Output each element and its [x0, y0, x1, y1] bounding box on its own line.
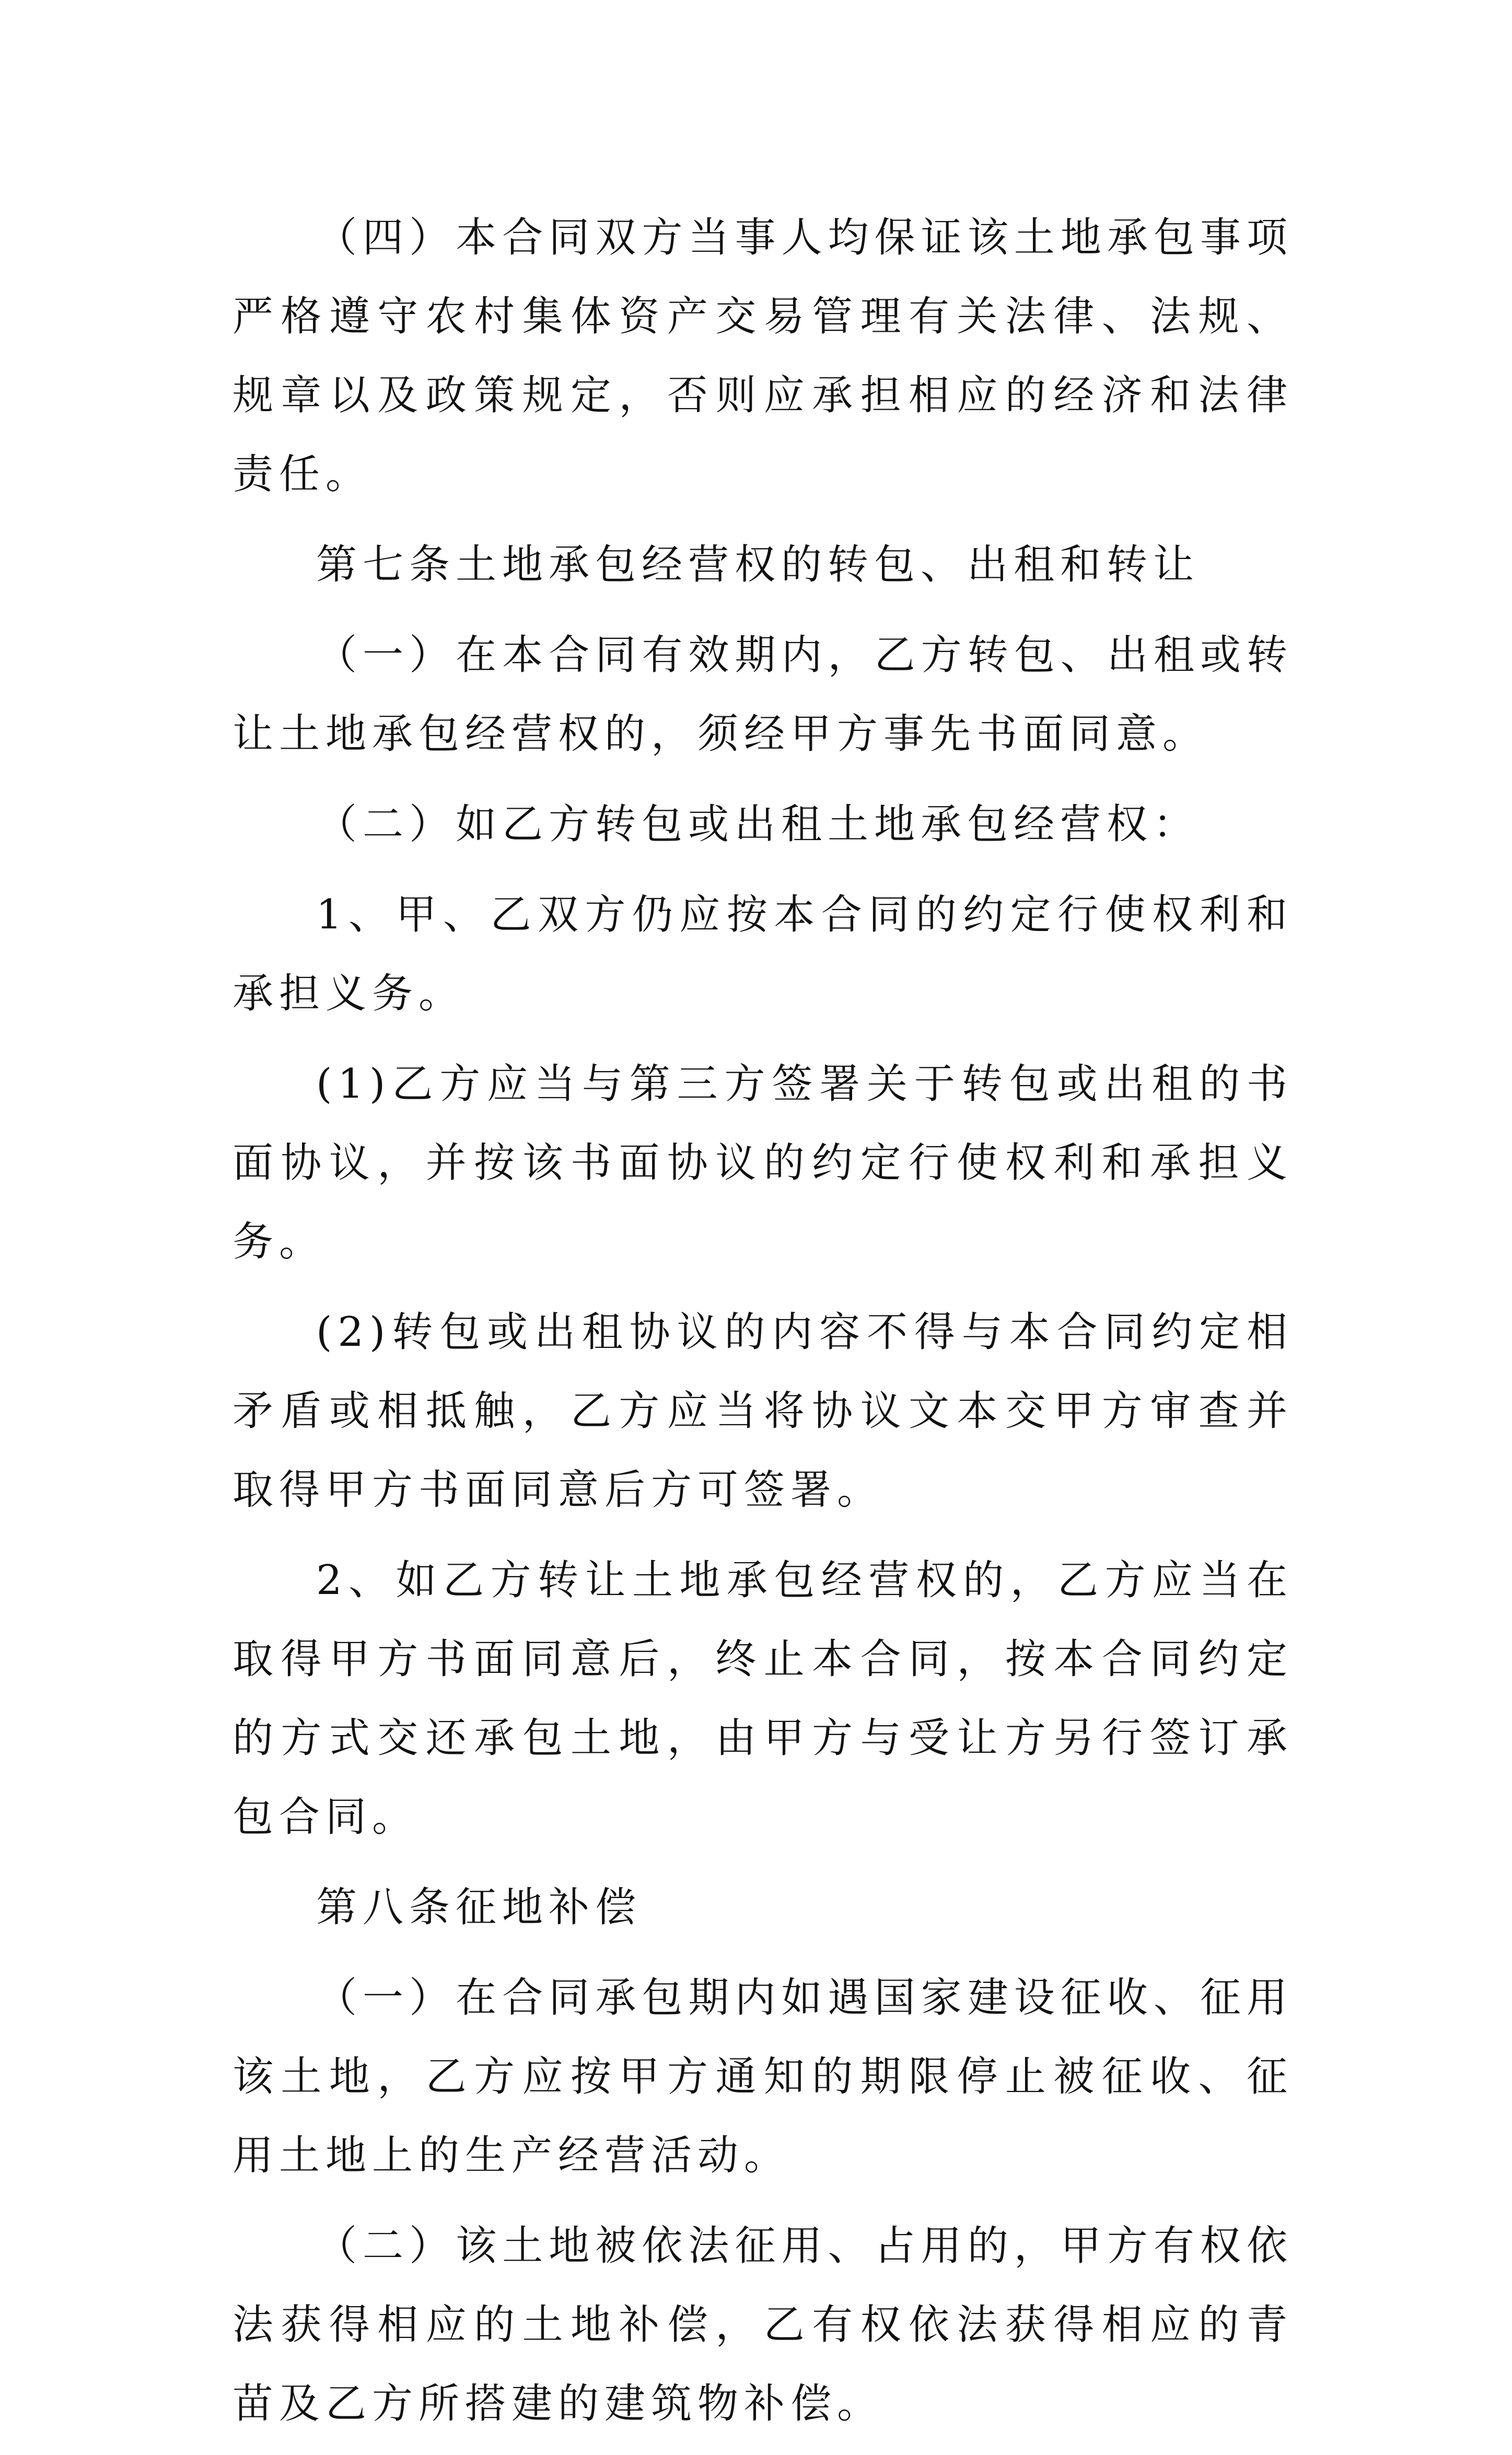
article-heading: 第七条土地承包经营权的转包、出租和转让 [316, 541, 1200, 588]
clause-paragraph: (1)乙方应当与第三方签署关于转包或出租的书面协议，并按该书面协议的约定行使权利和承担义务。 [232, 1061, 1293, 1265]
clause-paragraph: （二）如乙方转包或出租土地承包经营权： [316, 801, 1200, 848]
clause-paragraph: (2)转包或出租协议的内容不得与本合同约定相矛盾或相抵触，乙方应当将协议文本交甲方审查并取得甲方书面同意后方可签署。 [232, 1309, 1293, 1514]
article-heading: 第八条征地补偿 [316, 1884, 642, 1931]
document-body [232, 199, 1293, 2455]
clause-paragraph: 1、甲、乙双方仍应按本合同的约定行使权利和承担义务。 [232, 891, 1293, 1017]
clause-paragraph: （二）该土地被依法征用、占用的，甲方有权依法获得相应的土地补偿，乙有权依法获得相应的青苗及乙方所搭建的建筑物补偿。 [232, 2223, 1293, 2427]
clause-paragraph: 2、如乙方转让土地承包经营权的，乙方应当在取得甲方书面同意后，终止本合同，按本合同约定的方式交还承包土地，由甲方与受让方另行签订承包合同。 [232, 1557, 1293, 1841]
clause-paragraph: （一）在本合同有效期内，乙方转包、出租或转让土地承包经营权的，须经甲方事先书面同意。 [232, 632, 1293, 758]
clause-paragraph: （一）在合同承包期内如遇国家建设征收、征用该土地，乙方应按甲方通知的期限停止被征收、征用土地上的生产经营活动。 [232, 1974, 1293, 2179]
clause-paragraph: （四）本合同双方当事人均保证该土地承包事项严格遵守农村集体资产交易管理有关法律、法规、规章以及政策规定，否则应承担相应的经济和法律责任。 [232, 214, 1293, 498]
